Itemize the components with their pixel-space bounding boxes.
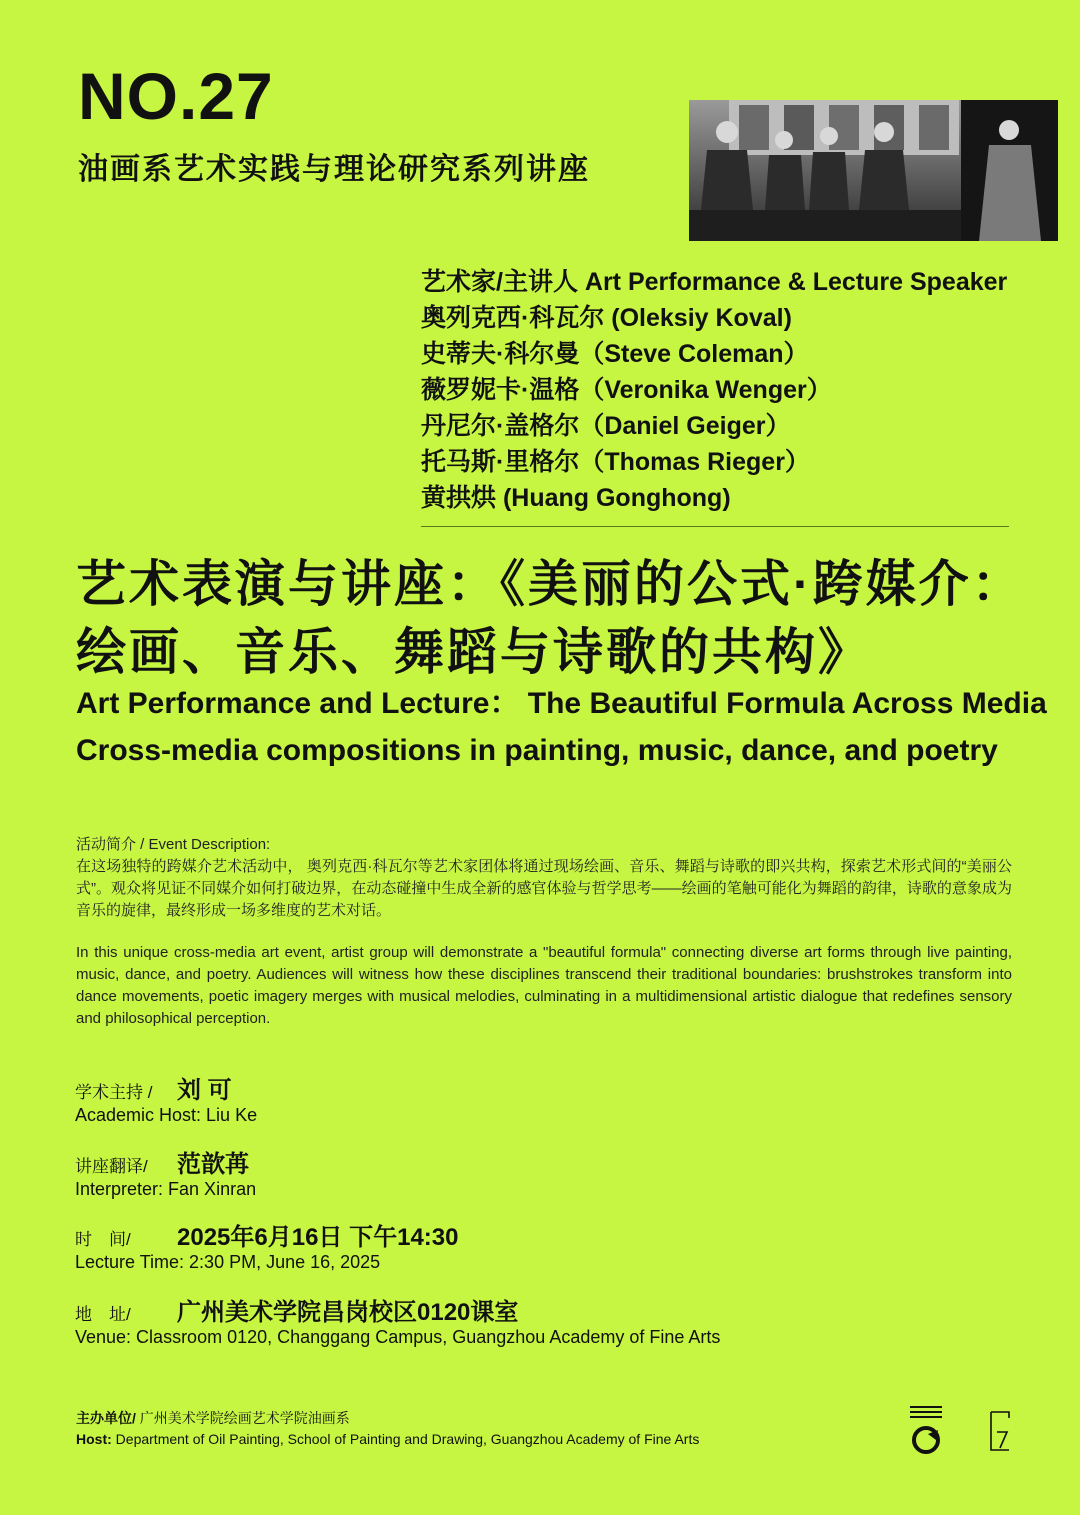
time-value: 2025年6月16日 下午14:30 <box>177 1224 459 1251</box>
speaker-name: 丹尼尔·盖格尔（Daniel Geiger） <box>421 412 791 440</box>
academy-logo-icon <box>906 1404 946 1456</box>
series-title: 油画系艺术实践与理论研究系列讲座 <box>78 153 590 186</box>
host-cn-label: 主办单位/ <box>76 1410 136 1426</box>
artists-photo-graphic <box>689 100 1058 241</box>
speaker-name: 黄拱烘 (Huang Gonghong) <box>421 484 731 512</box>
time-block <box>75 1217 458 1275</box>
venue-en: Venue: Classroom 0120, Changgang Campus, Guangzhou Academy of Fine Arts <box>75 1327 721 1347</box>
interpreter-label: 讲座翻译/ <box>75 1157 148 1176</box>
time-en: Lecture Time: 2:30 PM, June 16, 2025 <box>75 1252 381 1272</box>
speaker-name: 奥列克西·科瓦尔 (Oleksiy Koval) <box>421 304 792 332</box>
venue-value: 广州美术学院昌岗校区0120课室 <box>177 1299 519 1326</box>
organizer-block <box>76 1408 699 1450</box>
speakers-block <box>421 264 1007 516</box>
event-title-en: Art Performance and Lecture： The Beautiful Formula Across Media Cross-media compositions in painting, music, dance, and poetry <box>76 687 1047 767</box>
time-label: 时 间/ <box>75 1230 131 1249</box>
description-en: In this unique cross-media art event, artist group will demonstrate a "beautiful formula" connecting diverse art forms through live painting, music, dance, and poetry. Audiences will witness how these disciplines transcend their traditional boundaries: brushstrokes transform into dance movements, poetic imagery merges with musical melodies, culminating in a multidimensional artistic dialogue that redefines sensory and philosophical perception. <box>76 944 1012 1027</box>
academic-host-en: Academic Host: Liu Ke <box>75 1105 258 1125</box>
department-logo-icon <box>988 1410 1012 1452</box>
series-number: NO.27 <box>78 59 274 133</box>
event-description <box>76 834 1012 1030</box>
venue-block <box>75 1292 720 1350</box>
speaker-name: 托马斯·里格尔（Thomas Rieger） <box>421 448 810 476</box>
interpreter-block <box>75 1144 256 1202</box>
speaker-name: 史蒂夫·科尔曼（Steve Coleman） <box>421 340 809 368</box>
host-en-label: Host: <box>76 1431 112 1447</box>
interpreter-value: 范歆苒 <box>177 1151 249 1178</box>
speakers-heading: 艺术家/主讲人 Art Performance & Lecture Speaker <box>421 268 1008 296</box>
host-cn-value: 广州美术学院绘画艺术学院油画系 <box>135 1410 350 1426</box>
academic-host-label: 学术主持 / <box>75 1083 153 1102</box>
speaker-name: 薇罗妮卡·温格（Veronika Wenger） <box>421 376 832 404</box>
venue-label: 地 址/ <box>75 1305 131 1324</box>
description-label: 活动简介 / Event Description: <box>76 836 271 853</box>
artists-photo <box>689 100 1058 241</box>
academic-host-value: 刘 可 <box>177 1077 232 1104</box>
interpreter-en: Interpreter: Fan Xinran <box>75 1179 257 1199</box>
event-title-cn: 艺术表演与讲座：《美丽的公式·跨媒介：绘画、音乐、舞蹈与诗歌的共构》 <box>76 556 1025 680</box>
host-en-value: Department of Oil Painting, School of Painting and Drawing, Guangzhou Academy of Fine Arts <box>111 1431 700 1447</box>
divider <box>421 526 1009 527</box>
description-cn: 在这场独特的跨媒介艺术活动中， 奥列克西·科瓦尔等艺术家团体将通过现场绘画、音乐、舞蹈与诗歌的即兴共构，探索艺术形式间的“美丽公式”。观众将见证不同媒介如何打破边界，在动态碰撞中生成全新的感官体验与哲学思考——绘画的笔触可能化为舞蹈的韵律，诗歌的意象成为音乐的旋律，最终形成一场多维度的艺术对话。 <box>76 858 1012 919</box>
academic-host-block <box>75 1070 257 1128</box>
